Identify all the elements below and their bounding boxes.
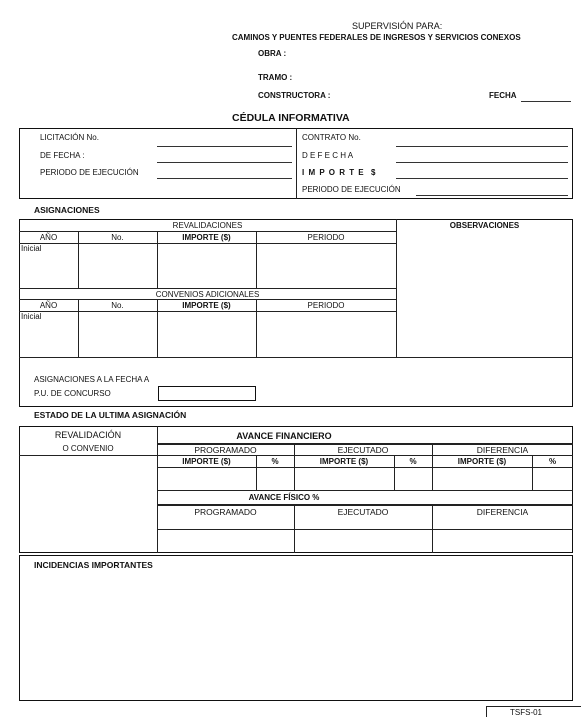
form-code: TSFS-01 (510, 708, 543, 717)
obra-label: OBRA : (258, 49, 287, 58)
fin-pct-1: % (271, 457, 279, 466)
convenios-header: CONVENIOS ADICIONALES (155, 290, 260, 299)
avance-financiero-header: AVANCE FINANCIERO (236, 431, 332, 441)
conv-col-importe: IMPORTE ($) (182, 301, 231, 310)
conv-col-anio: AÑO (39, 301, 58, 310)
fin-sub-line-1 (157, 455, 573, 456)
revalidaciones-header: REVALIDACIONES (172, 221, 243, 230)
fin-programado: PROGRAMADO (194, 445, 257, 455)
o-convenio-label: O CONVENIO (62, 444, 114, 453)
observaciones-header: OBSERVACIONES (449, 221, 520, 230)
footer-tab-line (486, 706, 487, 717)
importe-label: I M P O R T E (302, 168, 365, 177)
contrato-label: CONTRATO No. (302, 133, 361, 142)
fis-ejecutado: EJECUTADO (337, 507, 389, 517)
fecha-underline[interactable] (521, 101, 571, 102)
fis-header-line (157, 504, 573, 506)
periodo-left-label: PERIODO DE EJECUCIÓN (40, 168, 139, 177)
pu-concurso-label: P.U. DE CONCURSO (34, 389, 111, 398)
conv-row-line (19, 299, 396, 300)
conv-col-no: No. (111, 301, 124, 310)
incidencias-box[interactable] (19, 555, 573, 701)
reval-col-anio: AÑO (39, 233, 58, 242)
reval-row-line (19, 231, 396, 232)
periodo-right-field[interactable] (416, 195, 568, 196)
periodo-left-field[interactable] (157, 178, 292, 179)
licitacion-field[interactable] (157, 146, 292, 147)
constructora-label: CONSTRUCTORA : (258, 91, 331, 100)
estado-title: ESTADO DE LA ULTIMA ASIGNACIÓN (34, 410, 187, 420)
fin-importe-1: IMPORTE ($) (182, 457, 231, 466)
fin-diferencia: DIFERENCIA (476, 445, 529, 455)
pu-concurso-field[interactable] (158, 386, 256, 401)
importe-field[interactable] (396, 178, 568, 179)
reval-col-importe: IMPORTE ($) (182, 233, 231, 242)
supervision-label: SUPERVISIÓN PARA: (352, 21, 443, 31)
periodo-right-label: PERIODO DE EJECUCIÓN (302, 185, 401, 194)
page-title: CÉDULA INFORMATIVA (232, 112, 350, 124)
de-fecha-left-label: DE FECHA : (40, 151, 85, 160)
reval-col-periodo: PERIODO (307, 233, 345, 242)
conv-col-line (19, 311, 396, 312)
asig-obs-divider (396, 219, 397, 357)
fin-ejecutado: EJECUTADO (337, 445, 389, 455)
conv-inicial: Inicial (21, 312, 42, 321)
conv-col-periodo: PERIODO (307, 301, 345, 310)
fis-diferencia: DIFERENCIA (476, 507, 529, 517)
reval-col-no: No. (111, 233, 124, 242)
incidencias-title: INCIDENCIAS IMPORTANTES (34, 560, 153, 570)
fis-top-line (157, 490, 573, 491)
licitacion-label: LICITACIÓN No. (40, 133, 99, 142)
asignaciones-title: ASIGNACIONES (34, 205, 100, 215)
contrato-field[interactable] (396, 146, 568, 147)
asig-fecha-label: ASIGNACIONES A LA FECHA A (34, 375, 150, 384)
fin-sub-line-2 (157, 467, 573, 468)
reval-col-line (19, 243, 396, 244)
estado-left-row-line (19, 455, 157, 456)
avance-fisico-header: AVANCE FÍSICO % (248, 493, 320, 502)
de-fecha-right-field[interactable] (396, 162, 568, 163)
fin-importe-3: IMPORTE ($) (457, 457, 507, 466)
tramo-label: TRAMO : (258, 73, 293, 82)
fin-pct-2: % (409, 457, 417, 466)
info-divider (296, 128, 297, 199)
asig-bottom-divider (19, 357, 573, 358)
reval-inicial: Inicial (21, 244, 42, 253)
de-fecha-left-field[interactable] (157, 162, 292, 163)
company-name: CAMINOS Y PUENTES FEDERALES DE INGRESOS Y SERVICIOS CONEXOS (232, 33, 521, 42)
conv-top-line (19, 288, 396, 289)
footer-tab-top (486, 706, 581, 707)
fin-importe-2: IMPORTE ($) (319, 457, 369, 466)
fis-programado: PROGRAMADO (194, 507, 257, 517)
fecha-label: FECHA (489, 91, 517, 100)
fis-value-line (157, 529, 573, 530)
revalidacion-label: REVALIDACIÓN (54, 430, 122, 440)
fin-pct-3: % (548, 457, 557, 466)
dollar-sign: $ (371, 168, 376, 177)
de-fecha-right-label: D E F E C H A (302, 151, 354, 160)
